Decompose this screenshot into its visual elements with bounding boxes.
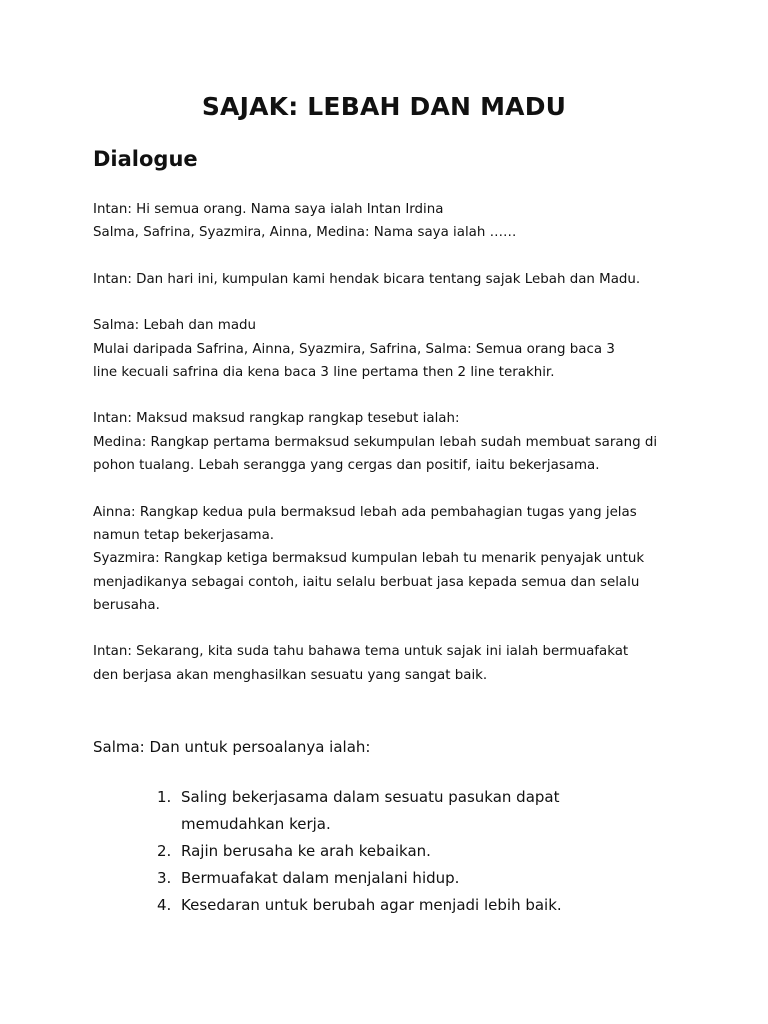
dialogue-line: den berjasa akan menghasilkan sesuatu yang sangat baik. — [93, 667, 488, 683]
dialogue-line: line kecuali safrina dia kena baca 3 line pertama then 2 line terakhir. — [93, 364, 555, 380]
dialogue-line: menjadikanya sebagai contoh, iaitu selalu berbuat jasa kepada semua dan selalu — [93, 574, 640, 590]
list-number: 3. — [157, 869, 172, 887]
dialogue-line: Salma, Safrina, Syazmira, Ainna, Medina: Nama saya ialah …… — [93, 225, 517, 241]
dialogue-line: berusaha. — [93, 598, 160, 614]
dialogue-line: Medina: Rangkap pertama bermaksud sekumpulan lebah sudah membuat sarang di — [93, 434, 658, 450]
list-item-text: Kesedaran untuk berubah agar menjadi lebih baik. — [181, 896, 562, 914]
list-number: 2. — [157, 842, 172, 860]
list-item — [157, 865, 562, 892]
dialogue-line: pohon tualang. Lebah serangga yang cergas dan positif, iaitu bekerjasama. — [93, 458, 600, 474]
list-item-text: Saling bekerjasama dalam sesuatu pasukan dapat — [181, 788, 560, 806]
list-number: 1. — [157, 788, 172, 806]
list-item — [157, 838, 562, 865]
document-title: SAJAK: LEBAH DAN MADU — [201, 92, 567, 121]
dialogue-line: Intan: Sekarang, kita suda tahu bahawa tema untuk sajak ini ialah bermuafakat — [93, 644, 629, 660]
persoalan-intro: Salma: Dan untuk persoalanya ialah: — [93, 738, 371, 756]
list-item — [157, 784, 562, 838]
dialogue-line: namun tetap bekerjasama. — [93, 527, 275, 543]
dialogue-line: Syazmira: Rangkap ketiga bermaksud kumpulan lebah tu menarik penyajak untuk — [93, 551, 645, 567]
dialogue-line: Salma: Lebah dan madu — [93, 318, 257, 334]
dialogue-line: Intan: Dan hari ini, kumpulan kami hendak bicara tentang sajak Lebah dan Madu. — [93, 271, 641, 287]
dialogue-line: Intan: Maksud maksud rangkap rangkap tesebut ialah: — [93, 411, 460, 427]
list-item-text: Rajin berusaha ke arah kebaikan. — [181, 842, 431, 860]
list-item-text: memudahkan kerja. — [181, 815, 331, 833]
list-item-text: Bermuafakat dalam menjalani hidup. — [181, 869, 460, 887]
dialogue-line: Intan: Hi semua orang. Nama saya ialah Intan Irdina — [93, 202, 444, 217]
dialogue-line: Ainna: Rangkap kedua pula bermaksud lebah ada pembahagian tugas yang jelas — [93, 504, 637, 520]
dialogue-line: Mulai daripada Safrina, Ainna, Syazmira, Safrina, Salma: Semua orang baca 3 — [93, 341, 615, 357]
list-item — [157, 892, 562, 919]
dialogue-block — [93, 198, 683, 687]
persoalan-list — [157, 784, 562, 919]
list-number: 4. — [157, 896, 172, 914]
section-heading-dialogue: Dialogue — [93, 147, 198, 171]
